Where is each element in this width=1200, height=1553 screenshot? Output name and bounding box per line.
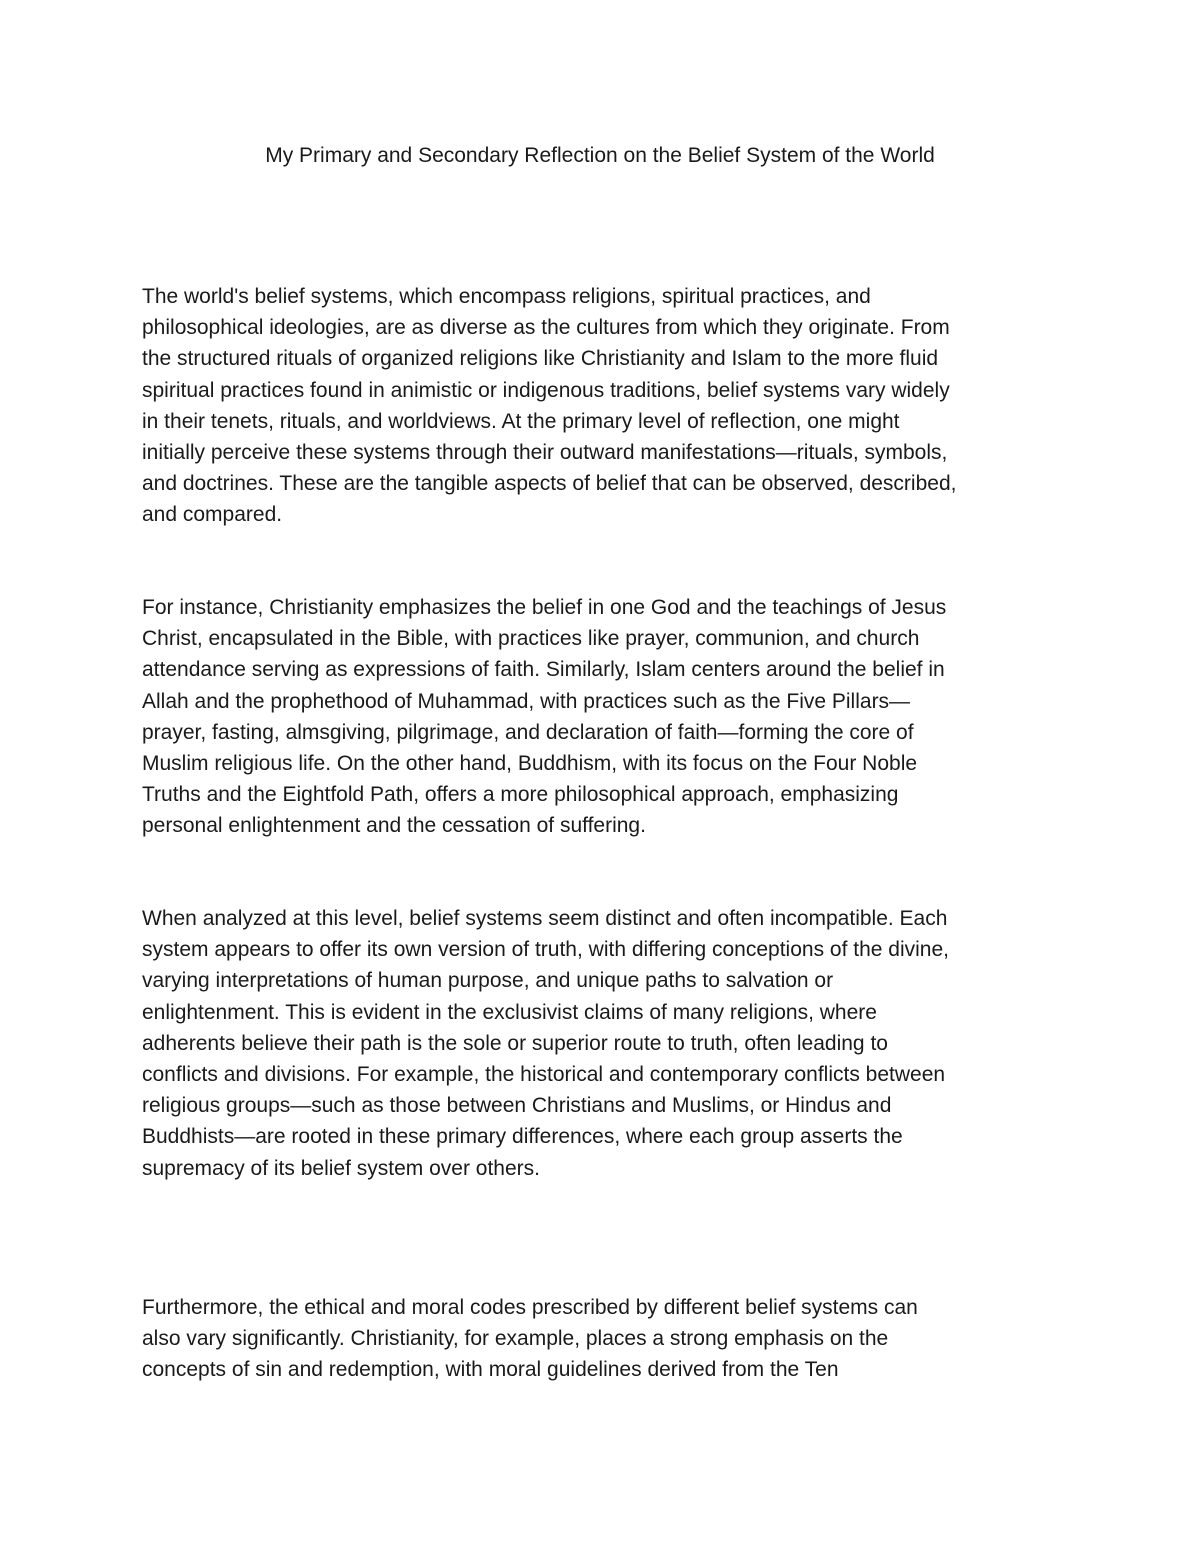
text-line: Allah and the prophethood of Muhammad, with practices such as the Five Pillars— bbox=[142, 689, 911, 713]
text-line: system appears to offer its own version of truth, with differing conceptions of the divine, bbox=[142, 938, 949, 962]
text-line: initially perceive these systems through their outward manifestations—rituals, symbols, bbox=[142, 441, 948, 465]
text-line: For instance, Christianity emphasizes the belief in one God and the teachings of Jesus bbox=[142, 596, 947, 619]
document-title: My Primary and Secondary Reflection on the Belief System of the World bbox=[265, 144, 935, 167]
text-line: religious groups—such as those between Christians and Muslims, or Hindus and bbox=[142, 1094, 892, 1118]
text-line: Furthermore, the ethical and moral codes prescribed by different belief systems can bbox=[142, 1296, 918, 1319]
text-line: The world's belief systems, which encompass religions, spiritual practices, and bbox=[142, 285, 871, 308]
text-line: spiritual practices found in animistic or indigenous traditions, belief systems vary widely bbox=[142, 378, 950, 402]
text-line: and doctrines. These are the tangible aspects of belief that can be observed, described, bbox=[142, 472, 957, 496]
text-line: in their tenets, rituals, and worldviews. At the primary level of reflection, one might bbox=[142, 409, 900, 433]
text-line: attendance serving as expressions of faith. Similarly, Islam centers around the belief in bbox=[142, 658, 945, 682]
text-line: varying interpretations of human purpose, and unique paths to salvation or bbox=[142, 969, 834, 993]
text-line: Christ, encapsulated in the Bible, with practices like prayer, communion, and church bbox=[142, 627, 920, 651]
paragraph-4 bbox=[142, 1292, 918, 1386]
paragraph-2 bbox=[142, 592, 946, 842]
text-line: also vary significantly. Christianity, for example, places a strong emphasis on the bbox=[142, 1327, 889, 1351]
text-line: supremacy of its belief system over others. bbox=[142, 1156, 540, 1180]
text-line: adherents believe their path is the sole or superior route to truth, often leading to bbox=[142, 1031, 888, 1055]
paragraph-3 bbox=[142, 903, 949, 1184]
text-line: the structured rituals of organized religions like Christianity and Islam to the more fluid bbox=[142, 347, 939, 371]
text-line: enlightenment. This is evident in the exclusivist claims of many religions, where bbox=[142, 1000, 877, 1024]
paragraph-1 bbox=[142, 281, 956, 531]
text-line: conflicts and divisions. For example, the historical and contemporary conflicts between bbox=[142, 1063, 946, 1087]
text-line: Buddhists—are rooted in these primary differences, where each group asserts the bbox=[142, 1125, 903, 1149]
text-line: prayer, fasting, almsgiving, pilgrimage, and declaration of faith—forming the core of bbox=[142, 720, 914, 744]
text-line: personal enlightenment and the cessation of suffering. bbox=[142, 814, 646, 838]
text-line: and compared. bbox=[142, 503, 283, 527]
text-line: When analyzed at this level, belief systems seem distinct and often incompatible. Each bbox=[142, 907, 948, 930]
text-line: Truths and the Eightfold Path, offers a more philosophical approach, emphasizing bbox=[142, 783, 899, 807]
text-line: philosophical ideologies, are as diverse as the cultures from which they originate. From bbox=[142, 316, 950, 340]
text-line: Muslim religious life. On the other hand, Buddhism, with its focus on the Four Noble bbox=[142, 752, 918, 776]
text-line: concepts of sin and redemption, with moral guidelines derived from the Ten bbox=[142, 1358, 839, 1382]
